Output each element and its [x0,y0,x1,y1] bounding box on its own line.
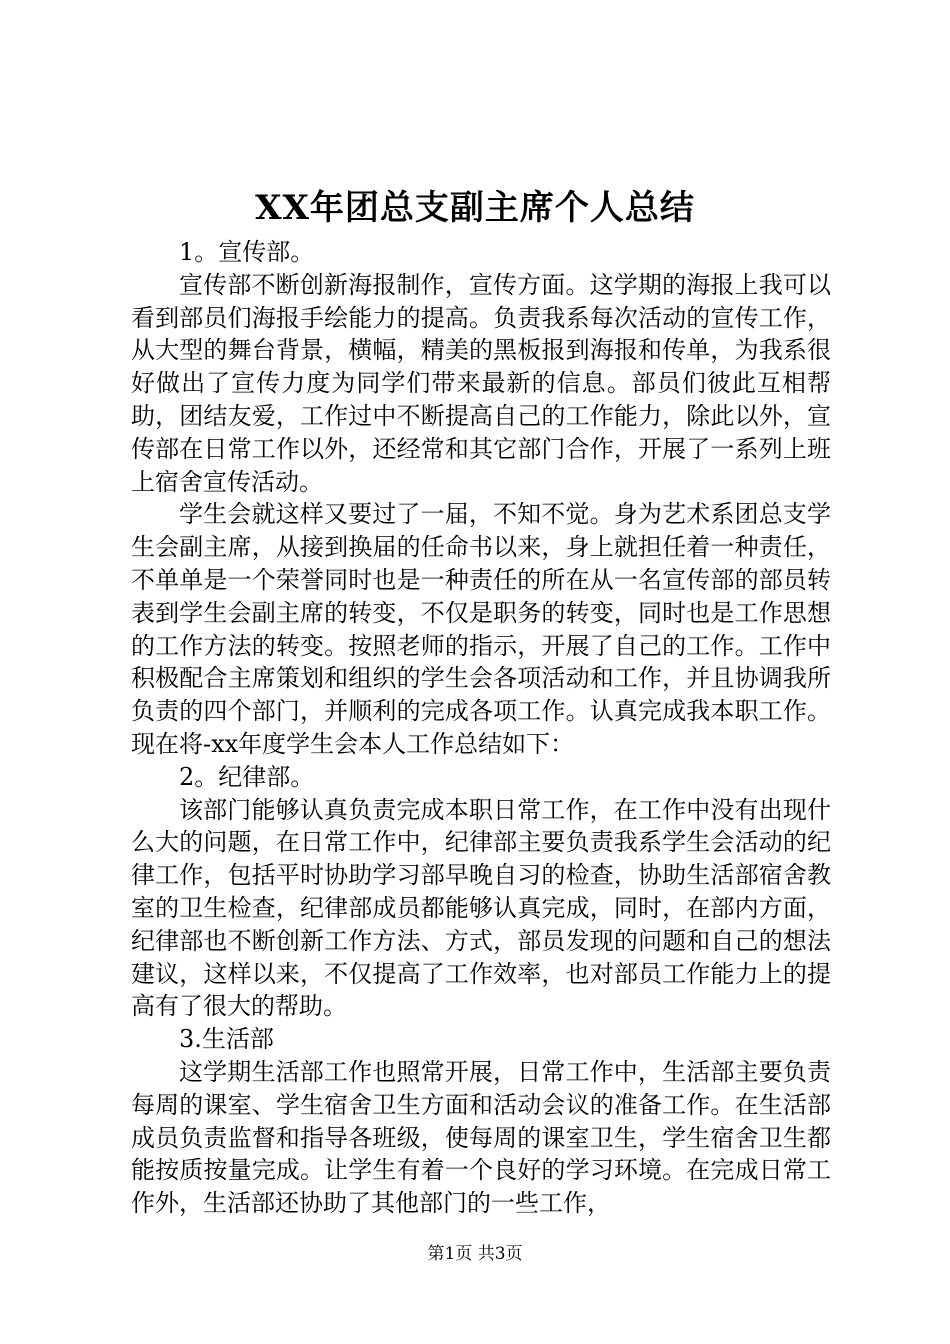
section-heading-life: 3.生活部 [179,1025,274,1054]
document-title: XX年团总支副主席个人总结 [255,188,695,228]
section-heading-discipline: 2。纪律部。 [179,762,315,791]
paragraph-propaganda: 宣传部不断创新海报制作，宣传方面。这学期的海报上我可以看到部员们海报手绘能力的提高。负责我系每次活动的宣传工作，从大型的舞台背景，横幅，精美的黑板报到海报和传单，为我系很好做出了宣传力度为同学们带来最新的信息。部员们彼此互相帮助，团结友爱，工作过中不断提高自己的工作能力，除此以外，宣传部在日常工作以外，还经常和其它部门合作，开展了一系列上班上宿舍宣传活动。 [131,270,831,496]
paragraph-introduction: 学生会就这样又要过了一届，不知不觉。身为艺术系团总支学生会副主席，从接到换届的任命书以来，身上就担任着一种责任，不单单是一个荣誉同时也是一种责任的所在从一名宣传部的部员转表到学生会副主席的转变，不仅是职务的转变，同时也是工作思想的工作方法的转变。按照老师的指示，开展了自己的工作。工作中积极配合主席策划和组织的学生会各项活动和工作，并且协调我所负责的四个部门，并顺利的完成各项工作。认真完成我本职工作。现在将-xx年度学生会本人工作总结如下： [131,500,831,758]
paragraph-life: 这学期生活部工作也照常开展，日常工作中，生活部主要负责每周的课室、学生宿舍卫生方面和活动会议的准备工作。在生活部成员负责监督和指导各班级，使每周的课室卫生，学生宿舍卫生都能按质按量完成。让学生有着一个良好的学习环境。在完成日常工作外，生活部还协助了其他部门的一些工作， [131,1057,831,1218]
section-heading-propaganda: 1。宣传部。 [179,238,315,266]
document-body [131,236,831,1220]
page-footer: 第1页 共3页 [427,1244,523,1264]
paragraph-discipline: 该部门能够认真负责完成本职日常工作，在工作中没有出现什么大的问题，在日常工作中，纪律部主要负责我系学生会活动的纪律工作，包括平时协助学习部早晚自习的检查，协助生活部宿舍教室的卫生检查，纪律部成员都能够认真完成，同时，在部内方面，纪律部也不断创新工作方法、方式，部员发现的问题和自己的想法建议，这样以来，不仅提高了工作效率，也对部员工作能力上的提高有了很大的帮助。 [131,795,831,1021]
